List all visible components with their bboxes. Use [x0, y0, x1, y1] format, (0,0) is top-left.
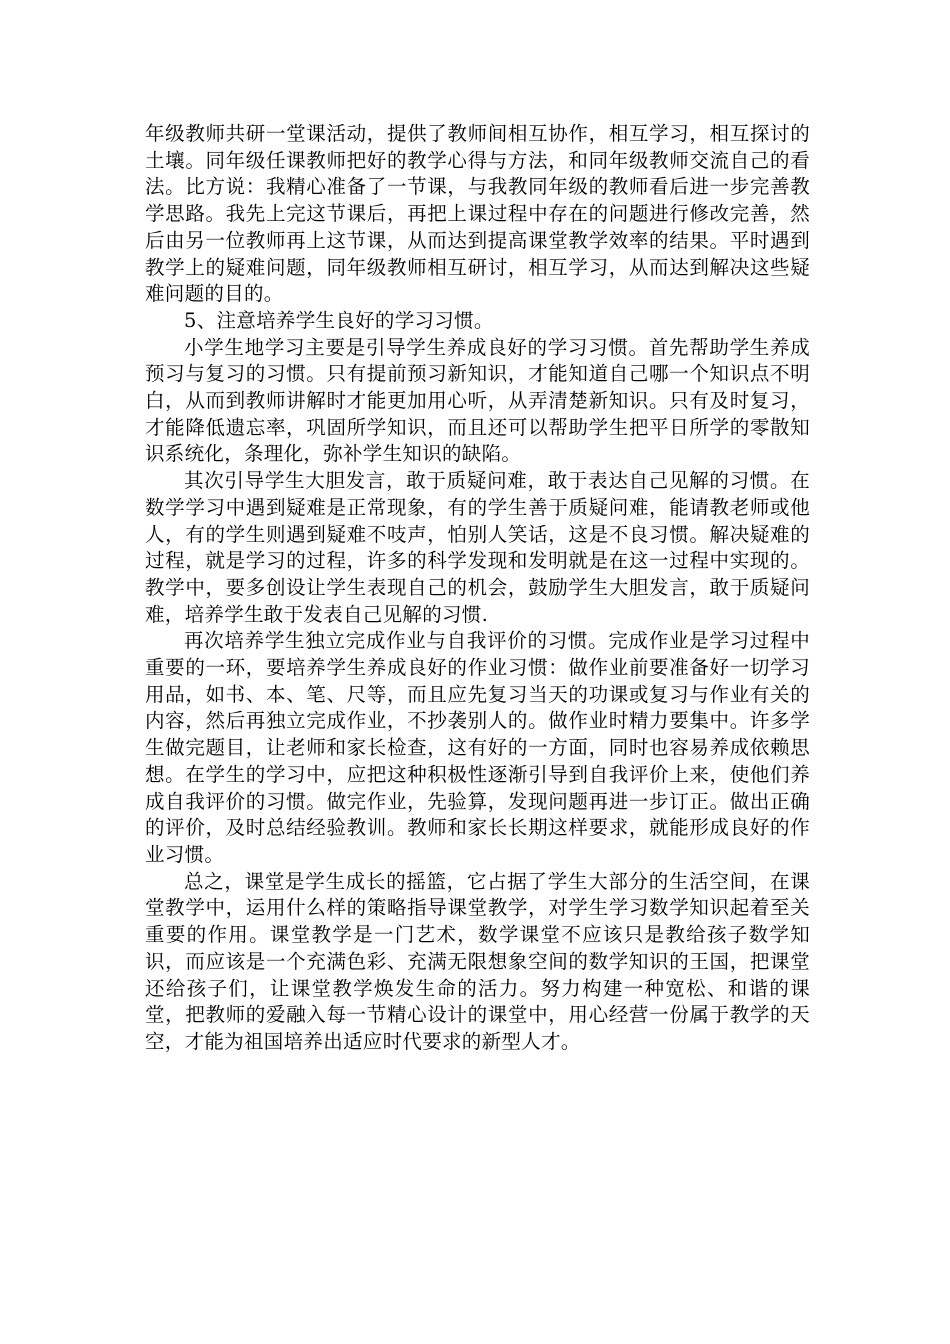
- paragraph-conclusion: 总之，课堂是学生成长的摇篮，它占据了学生大部分的生活空间，在课堂教学中，运用什么样的策略指导课堂教学，对学生学习数学知识起着至关重要的作用。课堂教学是一门艺术，数学课堂不应该只是教给孩子数学知识，而应该是一个充满色彩、充满无限想象空间的数学知识的王国，把课堂还给孩子们，让课堂教学焕发生命的活力。努力构建一种宽松、和谐的课堂，把教师的爱融入每一节精心设计的课堂中，用心经营一份属于教学的天空，才能为祖国培养出适应时代要求的新型人才。: [145, 869, 810, 1053]
- paragraph-speak-up: 其次引导学生大胆发言，敢于质疑问难，敢于表达自己见解的习惯。在数学学习中遇到疑难是正常现象，有的学生善于质疑问难，能请教老师或他人，有的学生则遇到疑难不吱声，怕别人笑话，这是不良习惯。解决疑难的过程，就是学习的过程，许多的科学发现和发明就是在这一过程中实现的。教学中，要多创设让学生表现自己的机会，鼓励学生大胆发言，敢于质疑问难，培养学生敢于发表自己见解的习惯.: [145, 469, 810, 626]
- paragraph-preview-review: 小学生地学习主要是引导学生养成良好的学习习惯。首先帮助学生养成预习与复习的习惯。只有提前预习新知识，才能知道自己哪一个知识点不明白，从而到教师讲解时才能更加用心听，从弄清楚新知识。只有及时复习，才能降低遗忘率，巩固所学知识，而且还可以帮助学生把平日所学的零散知识系统化，条理化，弥补学生知识的缺陷。: [145, 335, 810, 466]
- section-heading-study-habits: 5、注意培养学生良好的学习习惯。: [184, 308, 494, 332]
- paragraph-teacher-collaboration: 年级教师共研一堂课活动，提供了教师间相互协作，相互学习，相互探讨的土壤。同年级任课教师把好的教学心得与方法，和同年级教师交流自己的看法。比方说：我精心准备了一节课，与我教同年级的教师看后进一步完善教学思路。我先上完这节课后，再把上课过程中存在的问题进行修改完善，然后由另一位教师再上这节课，从而达到提高课堂教学效率的结果。平时遇到教学上的疑难问题，同年级教师相互研讨，相互学习，从而达到解决这些疑难问题的目的。: [145, 122, 810, 306]
- document-body: [145, 121, 810, 1056]
- paragraph-homework-habits: 再次培养学生独立完成作业与自我评价的习惯。完成作业是学习过程中重要的一环，要培养学生养成良好的作业习惯：做作业前要准备好一切学习用品，如书、本、笔、尺等，而且应先复习当天的功课或复习与作业有关的内容，然后再独立完成作业，不抄袭别人的。做作业时精力要集中。许多学生做完题目，让老师和家长检查，这有好的一方面，同时也容易养成依赖思想。在学生的学习中，应把这种积极性逐渐引导到自我评价上来，使他们养成自我评价的习惯。做完作业，先验算，发现问题再进一步订正。做出正确的评价，及时总结经验教训。教师和家长长期这样要求，就能形成良好的作业习惯。: [145, 629, 810, 866]
